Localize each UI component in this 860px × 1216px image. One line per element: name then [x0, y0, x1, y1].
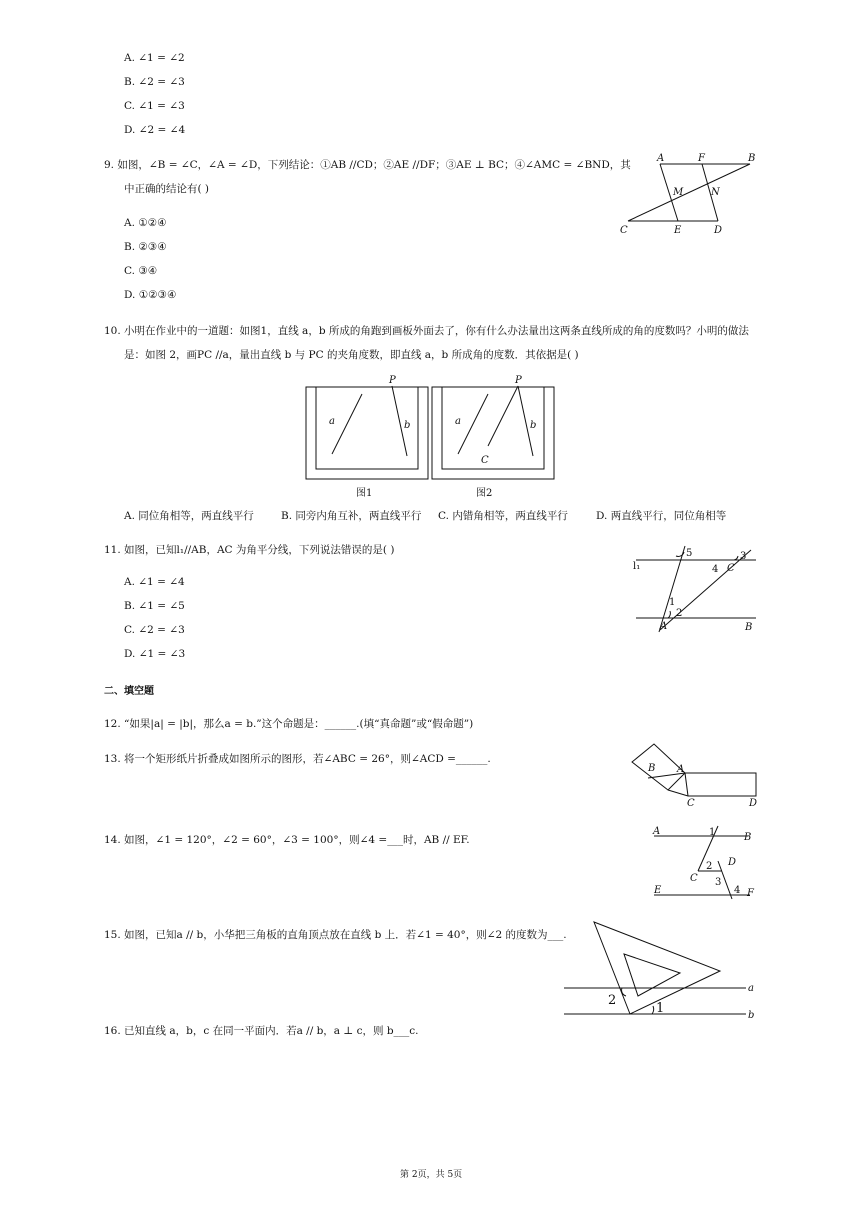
q10-fig2-label-c: C [481, 455, 489, 466]
q12-stem: 12. “如果|a| = |b|，那么a = b.”这个命题是：______.(填“真命题”或“假命题”) [104, 718, 474, 730]
q13-label-d: D [749, 798, 758, 809]
q14-label-a: A [653, 826, 661, 837]
q15-angle1-arc [652, 1006, 654, 1014]
q15-label-b: b [748, 1010, 755, 1021]
q10-fig1-label-b: b [404, 420, 411, 431]
q11-figure [628, 544, 760, 636]
q13-label-b: B [648, 763, 656, 774]
q10-fig1-label-a: a [329, 416, 335, 427]
q14-stem: 14. 如图，∠1 = 120°，∠2 = 60°，∠3 = 100°，则∠4 =___时，AB // EF. [104, 834, 470, 846]
q11-label-1: 1 [669, 597, 676, 608]
q10-fig1-label-p: P [389, 375, 396, 386]
q11-angle1-arc [668, 611, 670, 618]
q9-label-f: F [698, 153, 705, 164]
q9-label-n: N [711, 187, 720, 198]
q11-label-5: 5 [686, 548, 693, 559]
q11-label-3: 3 [740, 551, 747, 562]
q10-fig2-label-b: b [530, 420, 537, 431]
q13-fold-line [685, 773, 688, 796]
q9-stem-line1: 9. 如图，∠B = ∠C，∠A = ∠D，下列结论：①AB //CD；②AE //DF；③AE ⊥ BC；④∠AMC = ∠BND，其 [104, 159, 631, 171]
q14-label-f: F [747, 888, 754, 899]
q15-figure [560, 916, 760, 1026]
q10-fig2-board-inner [442, 387, 544, 469]
q10-fig2-caption: 图2 [476, 488, 493, 499]
q10-fig2-label-p: P [515, 375, 522, 386]
section-title-fill-blank: 二、填空题 [104, 686, 154, 697]
q9-label-e: E [674, 225, 682, 236]
q11-angle3-arc [734, 556, 738, 560]
q9-option-a: A. ①②④ [124, 217, 167, 229]
q10-fig1-caption: 图1 [356, 488, 373, 499]
q11-label-l1: l₁ [633, 561, 641, 572]
q8-option-b: B. ∠2 = ∠3 [124, 76, 185, 88]
q10-option-a: A. 同位角相等，两直线平行 [124, 510, 254, 522]
q10-fig2-line-a [458, 394, 488, 454]
q11-label-c: C [727, 563, 735, 574]
q9-stem-line2: 中正确的结论有( ) [124, 183, 210, 195]
q16-stem: 16. 已知直线 a，b，c 在同一平面内．若a // b，a ⊥ c，则 b___c. [104, 1025, 419, 1037]
q11-label-a: A [660, 621, 668, 632]
q8-option-d: D. ∠2 = ∠4 [124, 124, 186, 136]
q8-option-a: A. ∠1 = ∠2 [124, 52, 185, 64]
q10-fig1-line-a [332, 394, 362, 454]
page-footer: 第 2页，共 5页 [400, 1170, 463, 1180]
q13-figure [628, 740, 760, 812]
q9-label-d: D [714, 225, 723, 236]
q10-stem-line2: 是：如图 2，画PC //a，量出直线 b 与 PC 的夹角度数，即直线 a，b 所成角的度数．其依据是( ) [124, 349, 579, 361]
q9-label-m: M [673, 187, 684, 198]
q15-label-a: a [748, 983, 754, 994]
q9-figure [618, 150, 760, 238]
q15-stem: 15. 如图，已知a // b，小华把三角板的直角顶点放在直线 b 上．若∠1 = 40°，则∠2 的度数为___. [104, 929, 567, 941]
q14-label-4: 4 [734, 885, 741, 896]
q8-option-c: C. ∠1 = ∠3 [124, 100, 185, 112]
q10-fig1-board-outer [306, 387, 428, 479]
q14-label-2: 2 [706, 861, 713, 872]
q9-label-a: A [657, 153, 665, 164]
q9-option-b: B. ②③④ [124, 241, 167, 253]
q13-rectangle-strip [648, 773, 756, 796]
q13-label-c: C [687, 798, 695, 809]
q14-figure [648, 823, 760, 903]
q10-fig1-board-inner [316, 387, 418, 469]
q14-label-1: 1 [709, 827, 716, 838]
q10-fig2-line-pc [488, 386, 518, 446]
q15-label-2: 2 [608, 993, 617, 1008]
q9-line-cb [628, 164, 750, 221]
q10-fig2-board-outer [432, 387, 554, 479]
q11-stem-line1: 11. 如图，已知l₁//AB，AC 为角平分线，下列说法错误的是( ) [104, 544, 395, 556]
q14-label-c: C [690, 873, 698, 884]
q10-option-c: C. 内错角相等，两直线平行 [438, 510, 568, 522]
q15-label-1: 1 [656, 1001, 665, 1016]
q9-option-d: D. ①②③④ [124, 289, 177, 301]
q11-option-a: A. ∠1 = ∠4 [124, 576, 185, 588]
q11-label-2: 2 [676, 608, 683, 619]
q10-option-d: D. 两直线平行，同位角相等 [596, 510, 727, 522]
q10-figures [300, 372, 562, 502]
q13-stem: 13. 将一个矩形纸片折叠成如图所示的图形，若∠ABC = 26°，则∠ACD =______. [104, 753, 491, 765]
q14-label-d: D [728, 857, 737, 868]
q13-label-a: A [677, 764, 685, 775]
q9-option-c: C. ③④ [124, 265, 158, 277]
q10-fig2-label-a: a [455, 416, 461, 427]
q14-label-b: B [744, 832, 752, 843]
q15-triangle-ruler-inner [624, 954, 680, 996]
q11-label-b: B [745, 622, 753, 633]
q9-label-b: B [748, 153, 756, 164]
q9-label-c: C [620, 225, 628, 236]
q11-option-d: D. ∠1 = ∠3 [124, 648, 186, 660]
q10-stem-line1: 10. 小明在作业中的一道题：如图1，直线 a，b 所成的角跑到画板外面去了，你有什么办法量出这两条直线所成的角的度数吗？小明的做法 [104, 325, 749, 337]
q11-label-4: 4 [712, 564, 719, 575]
q11-option-b: B. ∠1 = ∠5 [124, 600, 185, 612]
q14-label-3: 3 [715, 877, 722, 888]
q14-label-e: E [654, 885, 662, 896]
q10-option-b: B. 同旁内角互补，两直线平行 [281, 510, 422, 522]
q11-option-c: C. ∠2 = ∠3 [124, 624, 185, 636]
